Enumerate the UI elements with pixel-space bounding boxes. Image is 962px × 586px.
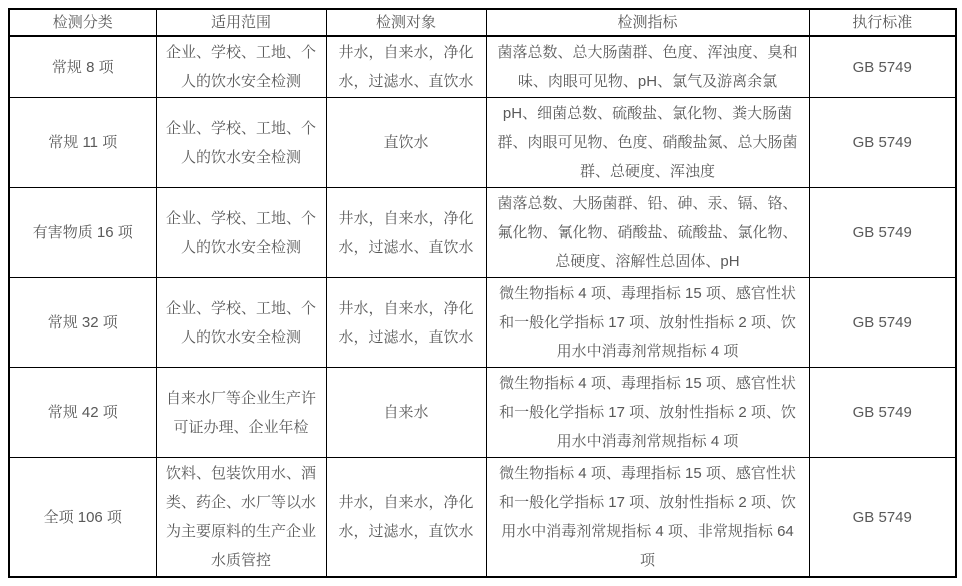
cell-object: 直饮水 [326,98,486,188]
cell-scope: 企业、学校、工地、个人的饮水安全检测 [156,188,326,278]
table-row [9,188,956,278]
cell-object: 井水，自来水，净化水，过滤水，直饮水 [326,458,486,578]
header-scope: 适用范围 [156,9,326,36]
cell-category: 全项 106 项 [9,458,156,578]
cell-scope: 企业、学校、工地、个人的饮水安全检测 [156,98,326,188]
cell-indicators: 微生物指标 4 项、毒理指标 15 项、感官性状和一般化学指标 17 项、放射性指标 2 项、饮用水中消毒剂常规指标 4 项、非常规指标 64 项 [486,458,809,578]
header-object: 检测对象 [326,9,486,36]
table-row [9,98,956,188]
cell-scope: 自来水厂等企业生产许可证办理、企业年检 [156,368,326,458]
cell-category: 常规 32 项 [9,278,156,368]
cell-object: 自来水 [326,368,486,458]
header-category: 检测分类 [9,9,156,36]
cell-category: 常规 8 项 [9,36,156,98]
cell-indicators: 菌落总数、总大肠菌群、色度、浑浊度、臭和味、肉眼可见物、pH、氯气及游离余氯 [486,36,809,98]
cell-category: 常规 42 项 [9,368,156,458]
cell-scope: 饮料、包装饮用水、酒类、药企、水厂等以水为主要原料的生产企业水质管控 [156,458,326,578]
cell-scope: 企业、学校、工地、个人的饮水安全检测 [156,278,326,368]
cell-standard: GB 5749 [809,188,956,278]
cell-indicators: 微生物指标 4 项、毒理指标 15 项、感官性状和一般化学指标 17 项、放射性指标 2 项、饮用水中消毒剂常规指标 4 项 [486,368,809,458]
header-row [9,9,956,36]
cell-standard: GB 5749 [809,36,956,98]
water-testing-spec-table [8,8,957,578]
cell-standard: GB 5749 [809,278,956,368]
cell-indicators: pH、细菌总数、硫酸盐、氯化物、粪大肠菌群、肉眼可见物、色度、硝酸盐氮、总大肠菌群、总硬度、浑浊度 [486,98,809,188]
cell-category: 有害物质 16 项 [9,188,156,278]
cell-category: 常规 11 项 [9,98,156,188]
cell-standard: GB 5749 [809,458,956,578]
cell-standard: GB 5749 [809,368,956,458]
header-standard: 执行标准 [809,9,956,36]
table-row [9,368,956,458]
cell-object: 井水，自来水，净化水，过滤水，直饮水 [326,278,486,368]
header-indicators: 检测指标 [486,9,809,36]
cell-standard: GB 5749 [809,98,956,188]
cell-indicators: 微生物指标 4 项、毒理指标 15 项、感官性状和一般化学指标 17 项、放射性指标 2 项、饮用水中消毒剂常规指标 4 项 [486,278,809,368]
cell-object: 井水，自来水，净化水，过滤水、直饮水 [326,36,486,98]
table-row [9,458,956,578]
cell-object: 井水，自来水，净化水，过滤水、直饮水 [326,188,486,278]
table-row [9,278,956,368]
table-row [9,36,956,98]
cell-indicators: 菌落总数、大肠菌群、铅、砷、汞、镉、铬、氟化物、氰化物、硝酸盐、硫酸盐、氯化物、总硬度、溶解性总固体、pH [486,188,809,278]
cell-scope: 企业、学校、工地、个人的饮水安全检测 [156,36,326,98]
